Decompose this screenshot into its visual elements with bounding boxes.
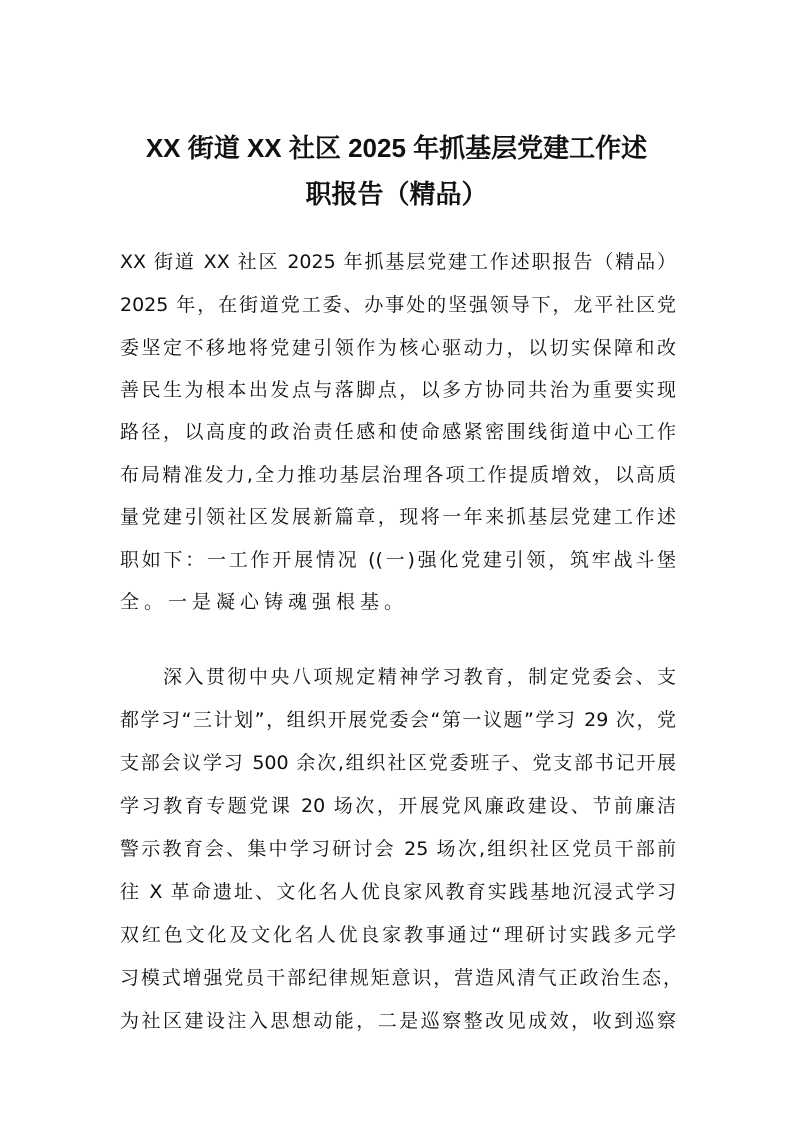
text-line: 布局精准发力,全力推功基层治理各项工作提质增效，以高质 [120, 464, 676, 486]
document-title-line-2: 职报告（精品） [305, 179, 488, 209]
text-line: 路径，以高度的政治责任感和使命感紧密围线街道中心工作 [120, 421, 676, 443]
text-line: 为社区建设注入思想动能，二是巡察整改见成效，收到巡察 [120, 1010, 676, 1032]
text-line: 委坚定不移地将党建引领作为核心驱动力，以切实保障和改 [120, 337, 676, 359]
text-line: XX 街道 XX 社区 2025 年抓基层党建工作述职报告（精品） [120, 251, 676, 273]
document-title-line-1: XX 街道 XX 社区 2025 年抓基层党建工作述 [145, 133, 648, 163]
text-line: 量党建引领社区发展新篇章，现将一年来抓基层党建工作述 [120, 506, 676, 528]
text-line: 支部会议学习 500 余次,组织社区党委班子、党支部书记开展 [120, 752, 676, 774]
text-line: 全。一是凝心铸魂强根基。 [120, 591, 409, 613]
text-line: 双红色文化及文化名人优良家教事通过“理研讨实践多元学 [120, 924, 676, 946]
text-line: 学习教育专题党课 20 场次，开展党风廉政建设、节前廉洁 [120, 795, 676, 817]
text-line: 都学习“三计划”，组织开展党委会“第一议题”学习 29 次，党 [120, 709, 676, 731]
text-line: 警示教育会、集中学习研讨会 25 场次,组织社区党员干部前 [120, 838, 676, 860]
text-line: 善民生为根本出发点与落脚点，以多方协同共治为重要实现 [120, 379, 676, 401]
text-line: 职如下：一工作开展情况 ((一)强化党建引领，筑牢战斗堡 [120, 549, 676, 571]
text-line: 2025 年，在街道党工委、办事处的坚强领导下，龙平社区党 [120, 294, 676, 316]
text-line: 往 X 革命遗址、文化名人优良家风教育实践基地沉浸式学习 [120, 881, 676, 903]
text-line: 深入贯彻中央八项规定精神学习教育，制定党委会、支 [163, 666, 676, 688]
text-line: 习模式增强党员干部纪律规矩意识，营造风清气正政治生态， [120, 967, 682, 989]
